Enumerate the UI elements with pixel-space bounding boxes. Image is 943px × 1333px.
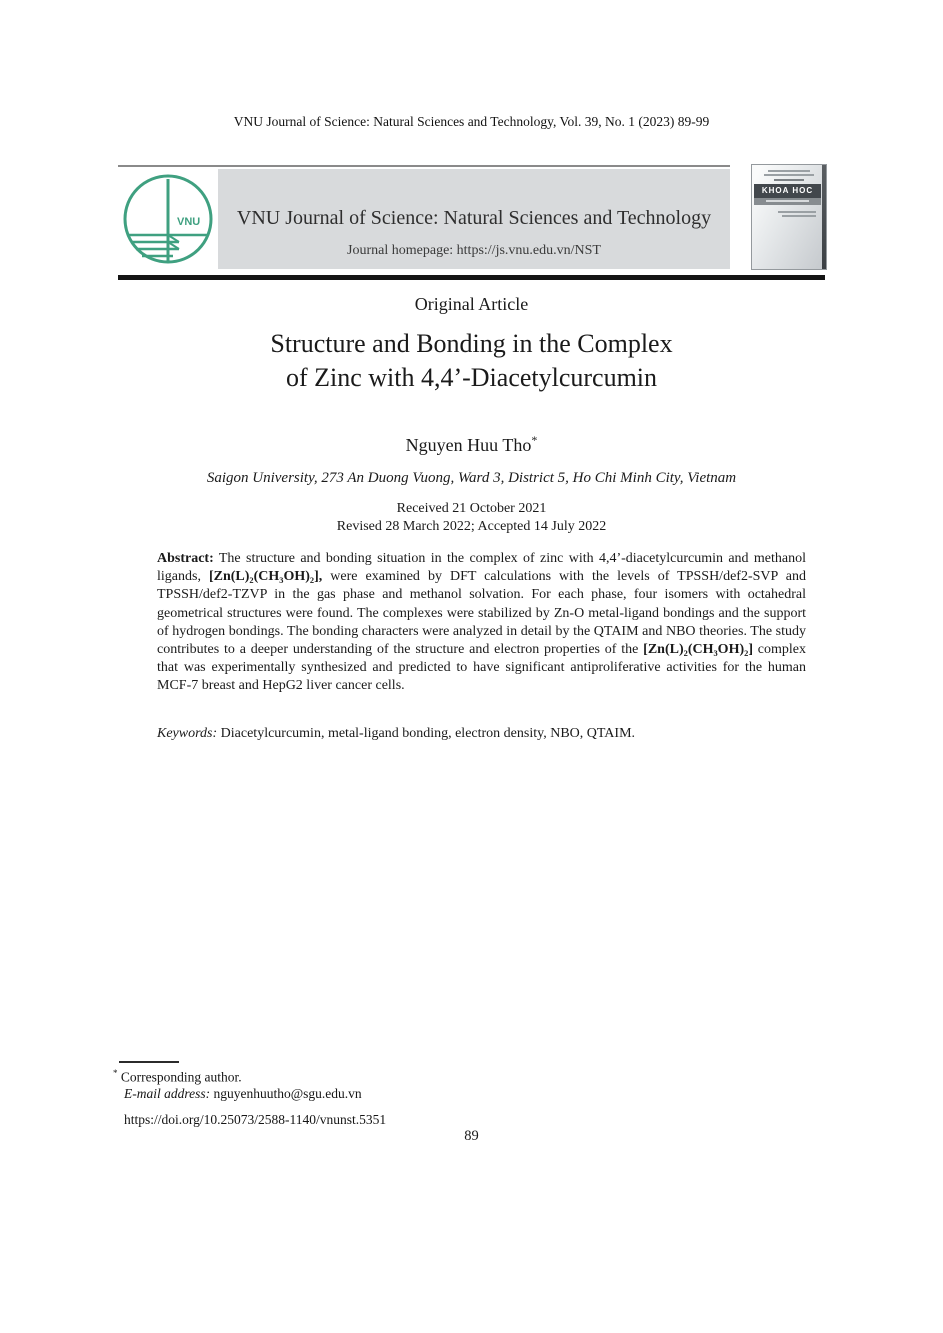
vnu-logo-icon (121, 171, 217, 271)
email-line (124, 1086, 362, 1102)
cover-text-placeholder (778, 211, 816, 213)
header-rule (118, 275, 825, 280)
journal-banner-title: VNU Journal of Science: Natural Sciences and Technology (236, 207, 712, 229)
cover-text-placeholder (766, 200, 809, 202)
abstract-text-1: The structure and bonding situation in the complex of zinc with 4,4’-diacetylcurcumin and methanol ligands, (157, 551, 806, 585)
abstract-formula-1: [Zn(L)₂(CH₃OH)₂], (208, 569, 323, 585)
affiliation: Saigon University, 273 An Duong Vuong, Ward 3, District 5, Ho Chi Minh City, Vietnam (206, 470, 737, 486)
abstract-text-3: complex that was experimentally synthesized and predicted to have significant antiproliferative activities for the human MCF-7 breast and HepG2 liver cancer cells. (157, 642, 806, 694)
abstract-formula-2: [Zn(L)₂(CH₃OH)₂] (643, 642, 753, 658)
article-title-line2: of Zinc with 4,4’-Diacetylcurcumin (285, 363, 658, 392)
cover-masthead: KHOA HOC (754, 184, 821, 198)
author-corresponding-mark: * (531, 433, 538, 447)
journal-homepage-label: Journal homepage: (347, 243, 454, 258)
cover-text-placeholder (774, 179, 804, 181)
email-address[interactable]: nguyenhuutho@sgu.edu.vn (210, 1086, 362, 1101)
corresponding-author-text: Corresponding author. (117, 1069, 242, 1085)
banner-top-rule (118, 165, 730, 167)
journal-banner (218, 169, 730, 269)
article-title-line1: Structure and Bonding in the Complex (270, 329, 673, 358)
keywords-label: Keywords: (157, 726, 218, 741)
revised-accepted-dates: Revised 28 March 2022; Accepted 14 July 2022 (336, 519, 607, 534)
abstract-label: Abstract: (157, 551, 214, 566)
page-number: 89 (464, 1128, 479, 1144)
cover-text-placeholder (782, 215, 816, 217)
article-title (0, 327, 943, 395)
doi-link[interactable]: https://doi.org/10.25073/2588-1140/vnunst.5351 (124, 1112, 387, 1127)
keywords-line (157, 726, 806, 742)
journal-homepage-line (218, 243, 730, 259)
author-line (0, 433, 943, 456)
keywords-text: Diacetylcurcumin, metal-ligand bonding, electron density, NBO, QTAIM. (217, 726, 636, 741)
corresponding-author-note (113, 1068, 242, 1086)
abstract-paragraph (157, 550, 806, 696)
vnu-logo (121, 171, 217, 271)
vnu-logo-text: VNU (177, 216, 201, 228)
author-name: Nguyen Huu Tho (405, 435, 532, 455)
running-head: VNU Journal of Science: Natural Sciences and Technology, Vol. 39, No. 1 (2023) 89-99 (233, 114, 710, 129)
journal-cover-thumbnail (751, 164, 827, 270)
cover-text-placeholder (764, 174, 814, 176)
cover-subband (754, 198, 821, 205)
footnote-asterisk: * (113, 1068, 118, 1078)
cover-text-placeholder (768, 170, 810, 172)
cover-spine (822, 165, 826, 269)
received-date: Received 21 October 2021 (396, 501, 547, 516)
article-type-label: Original Article (414, 294, 529, 314)
abstract-text-2: were examined by DFT calculations with the levels of TPSSH/def2-SVP and TPSSH/def2-TZVP in the gas phase and methanol solvation. For each phase, four isomers with octahedral geometrical structures were found. The complexes were stabilized by Zn-O metal-ligand bondings and the support of hydrogen bondings. The bonding characters were analyzed in detail by the QTAIM and NBO theories. The study contributes to a deeper understanding of the structure and electron properties of the (157, 569, 807, 658)
journal-homepage-link[interactable]: https://js.vnu.edu.vn/NST (453, 243, 601, 258)
email-label: E-mail address: (124, 1086, 211, 1101)
footnote-rule (119, 1061, 179, 1063)
